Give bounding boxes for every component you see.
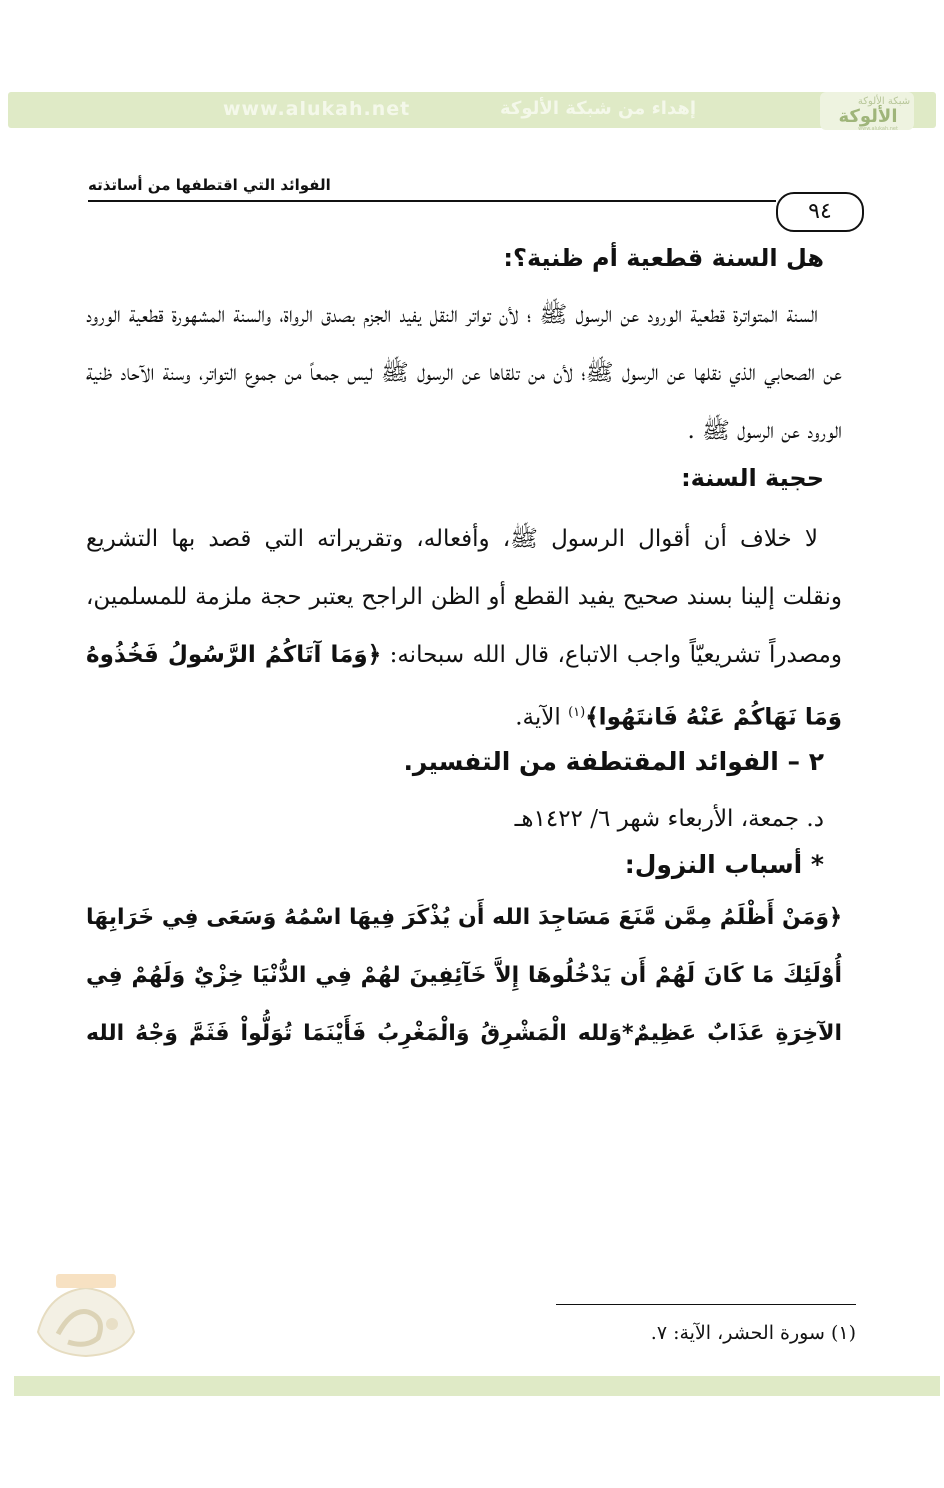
- bottom-band: [14, 1376, 940, 1396]
- source-line: د. جمعة، الأربعاء شهر ٦/ ١٤٢٢هـ: [514, 805, 824, 832]
- quran-block: ﴿وَمَنْ أَظْلَمُ مِمَّن مَّنَعَ مَسَاجِدَ الله أَن يُذْكَرَ فِيهَا اسْمُهُ وَسَعَى فِي خَرَابِهَا أُوْلَئِكَ مَا كَانَ لَهُمْ أَن يَدْخُلُوهَا إِلاَّ خَآئِفِينَ لهُمْ فِي الدُّنْيَا خِزْيٌ وَلَهُمْ فِي الآخِرَةِ عَذَابٌ عَظِيمٌ*وَلله الْمَشْرِقُ وَالْمَغْرِبُ فَأَيْنَمَا تُوَلُّواْ فَثَمَّ وَجْهُ الله: [86, 904, 842, 1046]
- section-heading-sunnah-authority: حجية السنة:: [681, 464, 824, 492]
- running-header-title: الفوائد التي اقتطفها من أساتذته: [88, 176, 331, 194]
- logo-url-label: www.alukah.net: [858, 126, 898, 132]
- alukah-logo-icon: [818, 86, 916, 134]
- page-number: ٩٤: [776, 192, 864, 232]
- page-content: [86, 236, 842, 1063]
- footnote: (١) سورة الحشر، الآية: ٧.: [650, 1322, 856, 1344]
- footnote-marker: (١): [568, 705, 586, 720]
- section-heading-tafsir: ٢ – الفوائد المقتطفة من التفسير.: [403, 746, 824, 776]
- paragraph-sunnah-types: السنة المتواترة قطعية الورود عن الرسول ﷺ ؛ لأن تواتر النقل يفيد الجزم بصدق الرواة، والسنة المشهورة قطعية الورود عن الصحابي الذي نقلها عن الرسول ﷺ؛ لأن من تلقاها عن الرسول ﷺ ليس جمعاً من جموع التواتر، وسنة الآحاد ظنية الورود عن الرسول ﷺ .: [86, 302, 842, 444]
- svg-text:الألوكة: الألوكة: [838, 106, 898, 127]
- top-banner: [8, 92, 936, 128]
- footnote-rule: [556, 1304, 856, 1305]
- quran-quote-inline: ﴿وَمَا آتَاكُمُ الرَّسُولُ فَخُذُوهُ وَمَا نَهَاكُمْ عَنْهُ فَانتَهُوا﴾: [86, 642, 842, 731]
- header-rule: [88, 200, 776, 202]
- paragraph-text: لا خلاف أن أقوال الرسول ﷺ، وأفعاله، وتقريراته التي قصد بها التشريع ونقلت إلينا بسند صحيح يفيد القطع أو الظن الراجح يعتبر حجة ملزمة للمسلمين، ومصدراً تشريعيّاً واجب الاتباع، قال الله سبحانه:: [86, 526, 842, 668]
- new-exclusive-logo-icon: [28, 1262, 144, 1362]
- paragraph-end: الآية.: [515, 704, 569, 731]
- logo-small-label: شبكة الألوكة: [857, 96, 911, 107]
- gift-text: إهداء من شبكة الألوكة: [500, 98, 696, 119]
- paragraph-sunnah-authority: [86, 510, 842, 747]
- section-heading-sunnah-certainty: هل السنة قطعية أم ظنية؟:: [503, 244, 824, 272]
- section-heading-asbab: * أسباب النزول:: [624, 849, 824, 879]
- site-url: www.alukah.net: [223, 98, 411, 120]
